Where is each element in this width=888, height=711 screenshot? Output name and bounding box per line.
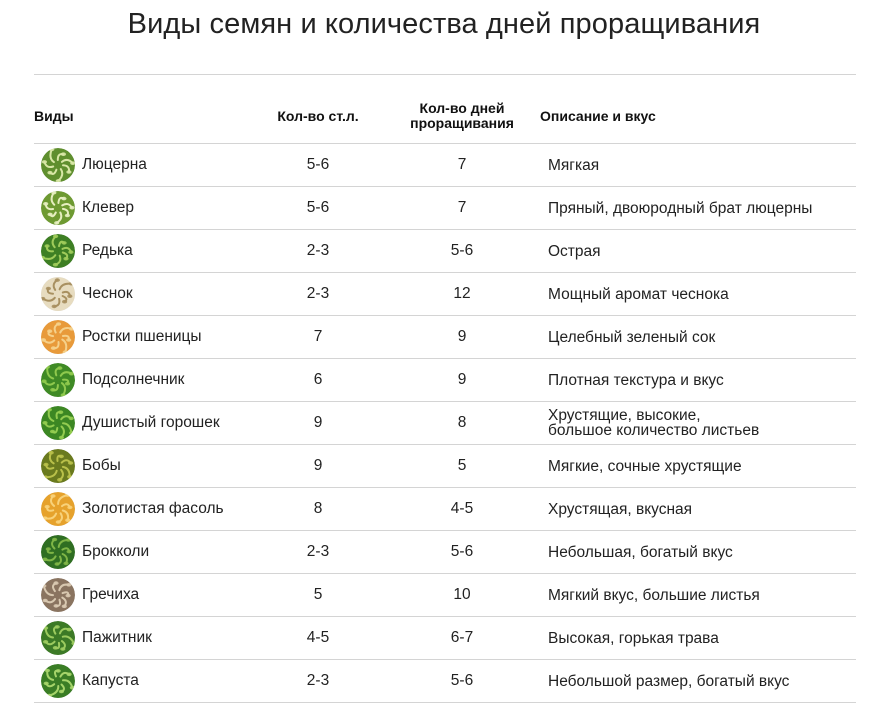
species-icon-cell: [40, 144, 76, 186]
species-name: Золотистая фасоль: [82, 500, 224, 517]
species-name: Душистый горошек: [82, 414, 220, 431]
species-name: Люцерна: [82, 156, 147, 173]
spoons-value: 5-6: [306, 199, 330, 216]
spoons-value: 2-3: [306, 242, 330, 259]
table-row: [34, 573, 856, 616]
table-row: [34, 444, 856, 487]
spoons-value: 7: [313, 328, 323, 345]
table-row: [34, 401, 856, 444]
spoons-value: 2-3: [306, 285, 330, 302]
species-name: Пажитник: [82, 629, 152, 646]
table-row: [34, 229, 856, 272]
table-row: [34, 272, 856, 315]
description: [548, 617, 848, 659]
description: [548, 660, 848, 702]
species-icon-cell: [40, 316, 76, 358]
description-line1: Мягкий вкус, большие листья: [548, 586, 760, 604]
spoons-value: 6: [313, 371, 323, 388]
description: [548, 488, 848, 530]
spoons-value: 5-6: [306, 156, 330, 173]
days-value: 9: [457, 328, 467, 345]
table-row: [34, 616, 856, 659]
description-line1: Мягкие, сочные хрустящие: [548, 457, 742, 475]
top-divider: [34, 74, 856, 75]
species-icon-cell: [40, 273, 76, 315]
description-line1: Высокая, горькая трава: [548, 629, 719, 647]
species-icon-cell: [40, 187, 76, 229]
header-days-line1: Кол-во дней: [419, 100, 505, 116]
species-name: Ростки пшеницы: [82, 328, 202, 345]
clover-sprouts-icon: [41, 191, 75, 225]
table-row: [34, 358, 856, 401]
description: [548, 187, 848, 229]
species-icon-cell: [40, 488, 76, 530]
days-value: 7: [457, 156, 467, 173]
species-icon-cell: [40, 359, 76, 401]
species-name: Бобы: [82, 457, 121, 474]
description-line1: Острая: [548, 242, 601, 260]
table-row: [34, 530, 856, 573]
spoons-value: 4-5: [306, 629, 330, 646]
species-name: Брокколи: [82, 543, 150, 560]
spoons-value: 8: [313, 500, 323, 517]
spoons-value: 2-3: [306, 543, 330, 560]
description-line1: Хрустящая, вкусная: [548, 500, 693, 518]
description-line1: Плотная текстура и вкус: [548, 371, 724, 389]
days-value: 5-6: [450, 242, 474, 259]
species-icon-cell: [40, 402, 76, 444]
description: [548, 230, 848, 272]
days-value: 12: [453, 285, 471, 302]
description-line1: Хрустящие, высокие,: [548, 407, 701, 424]
species-name: Чеснок: [82, 285, 133, 302]
sweet-pea-sprouts-icon: [41, 406, 75, 440]
header-days-line2: проращивания: [410, 115, 514, 131]
description: [548, 359, 848, 401]
description-line2: большое количество листьев: [548, 422, 760, 439]
description-line1: Мягкая: [548, 156, 600, 174]
table-row: [34, 659, 856, 703]
species-name: Капуста: [82, 672, 139, 689]
table-body: [34, 143, 856, 703]
description: [548, 445, 848, 487]
species-icon-cell: [40, 574, 76, 616]
table-row: [34, 143, 856, 186]
days-value: 5-6: [450, 543, 474, 560]
description-line1: Небольшой размер, богатый вкус: [548, 672, 790, 690]
table-header: [34, 90, 856, 142]
table-row: [34, 186, 856, 229]
description: [548, 531, 848, 573]
sunflower-sprouts-icon: [41, 363, 75, 397]
spoons-value: 9: [313, 457, 323, 474]
broccoli-sprouts-icon: [41, 535, 75, 569]
garlic-sprouts-icon: [41, 277, 75, 311]
description: [548, 316, 848, 358]
header-spoons: Кол-во ст.л.: [277, 108, 359, 124]
alfalfa-sprouts-icon: [41, 148, 75, 182]
buckwheat-sprouts-icon: [41, 578, 75, 612]
days-value: 8: [457, 414, 467, 431]
species-icon-cell: [40, 230, 76, 272]
golden-bean-sprouts-icon: [41, 492, 75, 526]
radish-sprouts-icon: [41, 234, 75, 268]
days-value: 7: [457, 199, 467, 216]
description: [548, 144, 848, 186]
page-title: Виды семян и количества дней проращивания: [127, 8, 761, 40]
bean-sprouts-icon: [41, 449, 75, 483]
species-icon-cell: [40, 660, 76, 702]
description: [548, 574, 848, 616]
description: [548, 402, 848, 444]
days-value: 10: [453, 586, 471, 603]
species-name: Подсолнечник: [82, 371, 185, 388]
days-value: 4-5: [450, 500, 474, 517]
days-value: 9: [457, 371, 467, 388]
species-name: Гречиха: [82, 586, 140, 603]
description-line1: Небольшая, богатый вкус: [548, 543, 733, 561]
header-description: Описание и вкус: [540, 108, 656, 124]
days-value: 5-6: [450, 672, 474, 689]
header-species: Виды: [34, 108, 74, 124]
header-days: [402, 90, 522, 142]
table-row: [34, 487, 856, 530]
spoons-value: 5: [313, 586, 323, 603]
days-value: 6-7: [450, 629, 474, 646]
days-value: 5: [457, 457, 467, 474]
species-icon-cell: [40, 617, 76, 659]
wheat-sprouts-icon: [41, 320, 75, 354]
species-name: Редька: [82, 242, 133, 259]
spoons-value: 2-3: [306, 672, 330, 689]
description: [548, 273, 848, 315]
species-name: Клевер: [82, 199, 134, 216]
fenugreek-sprouts-icon: [41, 621, 75, 655]
description-line1: Целебный зеленый сок: [548, 328, 716, 346]
spoons-value: 9: [313, 414, 323, 431]
table-row: [34, 315, 856, 358]
species-icon-cell: [40, 445, 76, 487]
species-icon-cell: [40, 531, 76, 573]
description-line1: Мощный аромат чеснока: [548, 285, 729, 303]
description-line1: Пряный, двоюродный брат люцерны: [548, 199, 813, 217]
cabbage-sprouts-icon: [41, 664, 75, 698]
